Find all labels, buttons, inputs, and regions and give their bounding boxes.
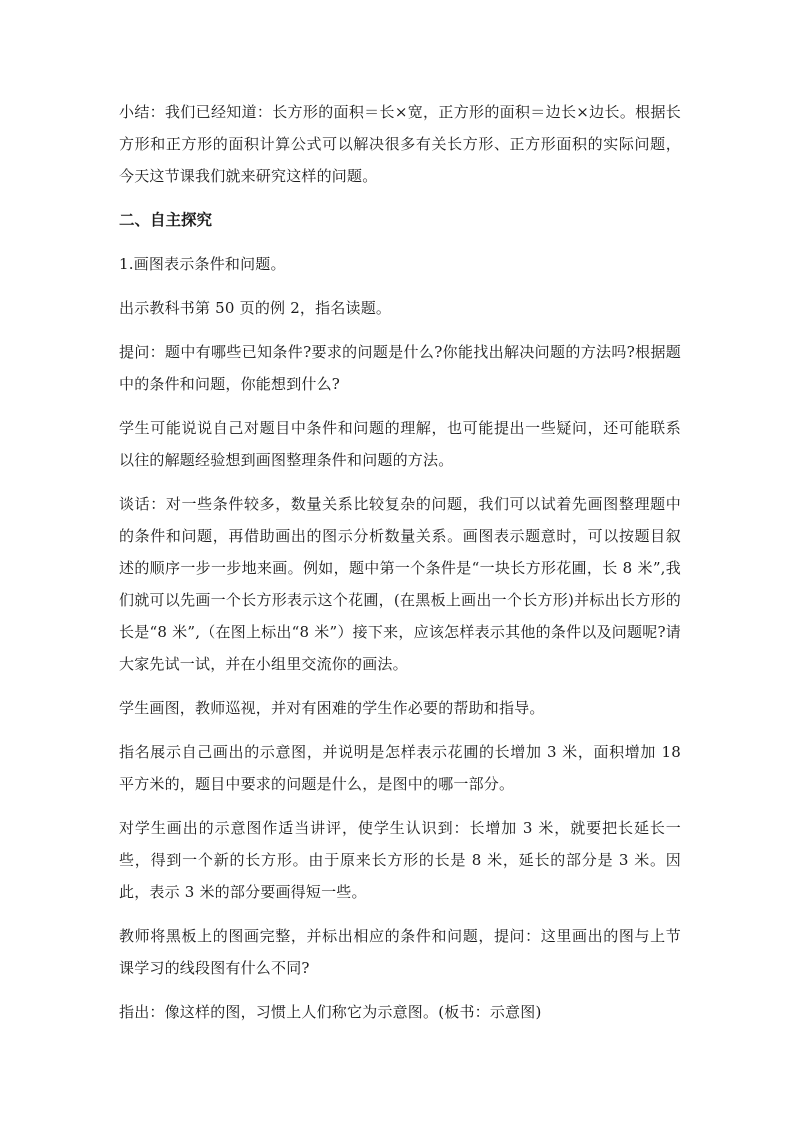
paragraph-student-response: 学生可能说说自己对题目中条件和问题的理解，也可能提出一些疑问，还可能联系以往的解题经验想到画图整理条件和问题的方法。	[119, 419, 681, 469]
paragraph-comment: 对学生画出的示意图作适当讲评，使学生认识到：长增加 3 米，就要把长延长一些，得到一个新的长方形。由于原来长方形的长是 8 米，延长的部分是 3 米。因此，表示 3 米的部分要画得短一些。	[119, 819, 681, 901]
paragraph-question: 提问：题中有哪些已知条件?要求的问题是什么?你能找出解决问题的方法吗?根据题中的条件和问题，你能想到什么?	[119, 343, 681, 393]
paragraph-teacher-draw: 教师将黑板上的图画完整，并标出相应的条件和问题，提问：这里画出的图与上节课学习的线段图有什么不同?	[119, 927, 681, 977]
section-heading: 二、自主探究	[119, 211, 213, 229]
paragraph-show-diagram: 指名展示自己画出的示意图，并说明是怎样表示花圃的长增加 3 米，面积增加 18 平方米的，题目中要求的问题是什么，是图中的哪一部分。	[119, 743, 681, 793]
paragraph-conclusion: 指出：像这样的图，习惯上人们称它为示意图。(板书：示意图)	[119, 1003, 542, 1021]
paragraph-show-example: 出示教科书第 50 页的例 2，指名读题。	[119, 299, 392, 317]
step-title: 1.画图表示条件和问题。	[119, 255, 286, 273]
summary-paragraph: 小结：我们已经知道：长方形的面积＝长×宽，正方形的面积＝边长×边长。根据长方形和正方形的面积计算公式可以解决很多有关长方形、正方形面积的实际问题，今天这节课我们就来研究这样的问题。	[119, 103, 681, 185]
paragraph-talk: 谈话：对一些条件较多，数量关系比较复杂的问题，我们可以试着先画图整理题中的条件和问题，再借助画出的图示分析数量关系。画图表示题意时，可以按题目叙述的顺序一步一步地来画。例如，题中第一个条件是“一块长方形花圃，长 8 米”,我们就可以先画一个长方形表示这个花圃，(在黑板上画出一个长方形)并标出长方形的长是“8 米”,（在图上标出“8 米”）接下来，应该怎样表示其他的条件以及问题呢?请大家先试一试，并在小组里交流你的画法。	[119, 495, 681, 673]
paragraph-student-drawing: 学生画图，教师巡视，并对有困难的学生作必要的帮助和指导。	[119, 699, 545, 717]
document-page	[119, 96, 681, 1040]
